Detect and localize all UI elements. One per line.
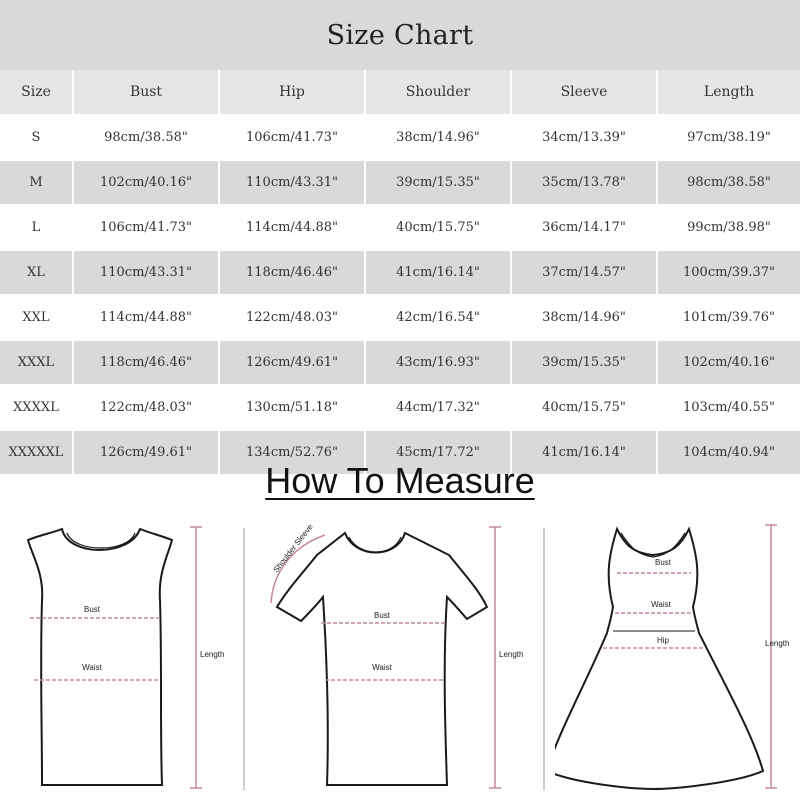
- measurement-cell: 34cm/13.39": [511, 115, 657, 160]
- bust-label: Bust: [373, 611, 391, 620]
- length-label: Length: [499, 650, 524, 659]
- tshirt-outline: [277, 533, 487, 785]
- size-cell: XXL: [0, 295, 73, 340]
- length-label: Length: [765, 639, 790, 648]
- measurement-cell: 130cm/51.18": [219, 385, 365, 430]
- measurement-cell: 98cm/38.58": [73, 115, 219, 160]
- measurement-cell: 134cm/52.76": [219, 430, 365, 475]
- size-chart-title: Size Chart: [0, 0, 800, 70]
- size-cell: M: [0, 160, 73, 205]
- measurement-cell: 40cm/15.75": [511, 385, 657, 430]
- size-cell: XXXXL: [0, 385, 73, 430]
- waist-label: Waist: [651, 600, 671, 609]
- dress-outline: [555, 529, 763, 789]
- measurement-cell: 110cm/43.31": [219, 160, 365, 205]
- measurement-cell: 118cm/46.46": [73, 340, 219, 385]
- measurement-cell: 114cm/44.88": [219, 205, 365, 250]
- size-cell: XL: [0, 250, 73, 295]
- measurement-cell: 126cm/49.61": [219, 340, 365, 385]
- tank-top-outline: [28, 529, 172, 785]
- table-row: [0, 295, 800, 340]
- measurement-cell: 102cm/40.16": [73, 160, 219, 205]
- measurement-cell: 39cm/15.35": [511, 340, 657, 385]
- measurement-cell: 41cm/16.14": [511, 430, 657, 475]
- column-header-sleeve: Sleeve: [511, 70, 657, 115]
- column-header-size: Size: [0, 70, 73, 115]
- hip-label: Hip: [656, 636, 670, 645]
- bust-label: Bust: [83, 605, 101, 614]
- measurement-cell: 106cm/41.73": [73, 205, 219, 250]
- measurement-cell: 38cm/14.96": [365, 115, 511, 160]
- how-to-measure-text: How To Measure: [265, 460, 535, 501]
- measurement-cell: 114cm/44.88": [73, 295, 219, 340]
- measurement-cell: 40cm/15.75": [365, 205, 511, 250]
- size-cell: XXXXXL: [0, 430, 73, 475]
- measurement-cell: 44cm/17.32": [365, 385, 511, 430]
- measurement-cell: 43cm/16.93": [365, 340, 511, 385]
- measurement-cell: 98cm/38.58": [657, 160, 800, 205]
- column-header-length: Length: [657, 70, 800, 115]
- measurement-cell: 42cm/16.54": [365, 295, 511, 340]
- measurement-cell: 100cm/39.37": [657, 250, 800, 295]
- tank-top-diagram: [10, 515, 245, 795]
- tshirt-diagram: [255, 515, 540, 795]
- table-header-row: [0, 70, 800, 115]
- column-header-hip: Hip: [219, 70, 365, 115]
- waist-label: Waist: [372, 663, 392, 672]
- measurement-cell: 106cm/41.73": [219, 115, 365, 160]
- waist-label: Waist: [82, 663, 102, 672]
- measurement-cell: 38cm/14.96": [511, 295, 657, 340]
- dress-diagram: [555, 515, 800, 795]
- column-header-shoulder: Shoulder: [365, 70, 511, 115]
- table-row: [0, 115, 800, 160]
- measurement-cell: 101cm/39.76": [657, 295, 800, 340]
- size-cell: S: [0, 115, 73, 160]
- table-row: [0, 385, 800, 430]
- length-label: Length: [200, 650, 225, 659]
- measurement-cell: 122cm/48.03": [73, 385, 219, 430]
- column-header-bust: Bust: [73, 70, 219, 115]
- measurement-cell: 97cm/38.19": [657, 115, 800, 160]
- section-divider: [543, 528, 545, 790]
- measurement-cell: 104cm/40.94": [657, 430, 800, 475]
- size-cell: L: [0, 205, 73, 250]
- size-cell: XXXL: [0, 340, 73, 385]
- how-to-measure-title: [0, 460, 800, 502]
- measurement-cell: 122cm/48.03": [219, 295, 365, 340]
- table-row: [0, 160, 800, 205]
- measurement-cell: 110cm/43.31": [73, 250, 219, 295]
- measurement-cell: 103cm/40.55": [657, 385, 800, 430]
- table-row: [0, 340, 800, 385]
- table-row: [0, 250, 800, 295]
- measurement-cell: 99cm/38.98": [657, 205, 800, 250]
- measurement-cell: 45cm/17.72": [365, 430, 511, 475]
- measurement-cell: 35cm/13.78": [511, 160, 657, 205]
- measurement-cell: 126cm/49.61": [73, 430, 219, 475]
- table-body: [0, 115, 800, 475]
- measurement-cell: 37cm/14.57": [511, 250, 657, 295]
- size-chart-table: [0, 70, 800, 476]
- table-row: [0, 205, 800, 250]
- measurement-cell: 102cm/40.16": [657, 340, 800, 385]
- measurement-cell: 118cm/46.46": [219, 250, 365, 295]
- measurement-cell: 36cm/14.17": [511, 205, 657, 250]
- measurement-cell: 39cm/15.35": [365, 160, 511, 205]
- measurement-cell: 41cm/16.14": [365, 250, 511, 295]
- bust-label: Bust: [654, 558, 672, 567]
- shoulder-sleeve-label: Shoulder Sleeve: [271, 522, 315, 575]
